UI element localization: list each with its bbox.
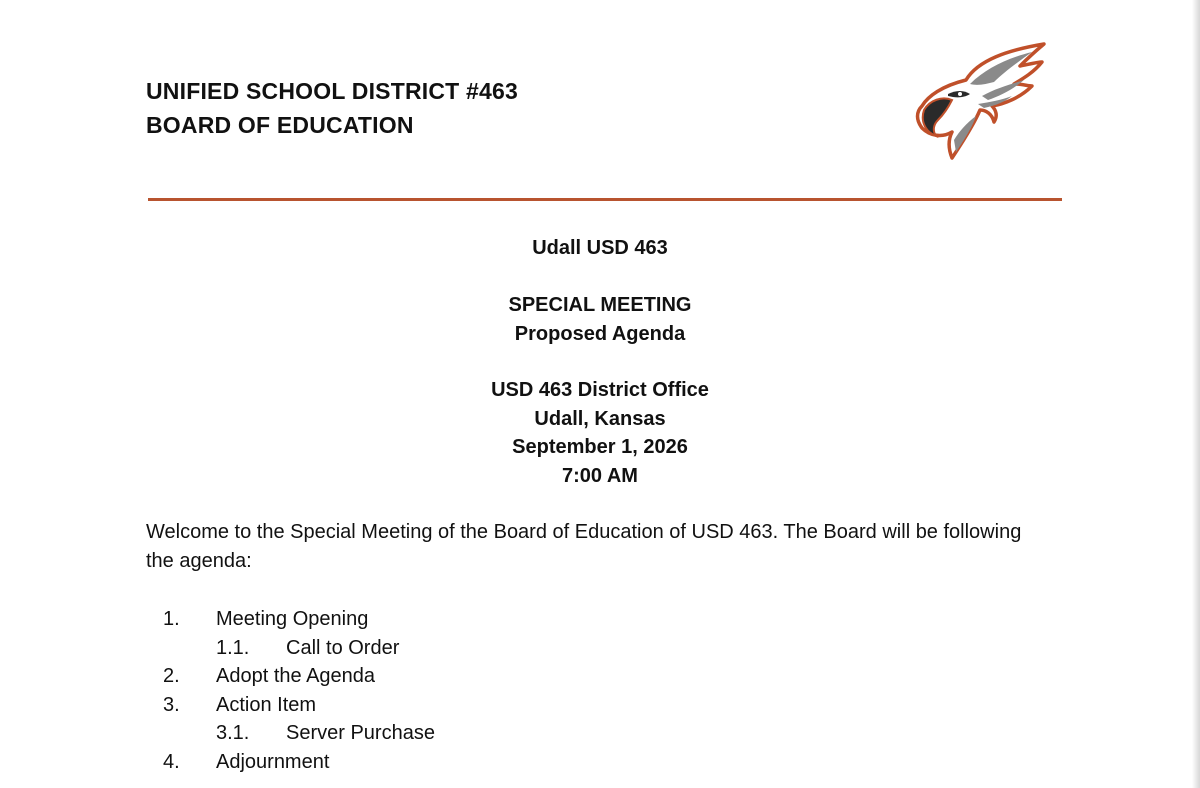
meeting-subtitle: Proposed Agenda [514, 322, 686, 345]
meeting-location: USD 463 District Office [491, 379, 709, 401]
meeting-organization: Udall USD 463 [532, 237, 668, 259]
meeting-city: Udall, Kansas [534, 407, 666, 430]
meeting-title-block [300, 291, 900, 348]
agenda-item-label: Server Purchase [286, 722, 435, 744]
meeting-details-block [300, 376, 900, 490]
meeting-time: 7:00 AM [562, 464, 638, 487]
intro-paragraph: Welcome to the Special Meeting of the Board of Education of USD 463. The Board will be following the agenda: [146, 521, 1022, 572]
eagle-logo-icon [908, 40, 1050, 164]
agenda-item-number: 4. [163, 750, 180, 773]
agenda-item-number: 2. [163, 665, 180, 687]
header-divider [148, 198, 1062, 201]
agenda-item-label: Action Item [216, 693, 317, 716]
agenda-item-number: 1. [163, 608, 180, 630]
district-header [146, 74, 518, 142]
agenda-item-number: 3. [163, 693, 180, 716]
agenda-item-label: Call to Order [286, 636, 400, 659]
meeting-type: SPECIAL MEETING [508, 294, 692, 316]
board-name: BOARD OF EDUCATION [146, 112, 414, 138]
scan-edge-shadow [1192, 0, 1200, 788]
agenda-item-number: 1.1. [216, 636, 250, 659]
meeting-date: September 1, 2026 [512, 436, 688, 458]
agenda-item-label: Adopt the Agenda [216, 665, 376, 687]
agenda-item-label: Adjournment [216, 750, 330, 773]
meeting-organization-block [300, 234, 900, 263]
agenda-item-number: 3.1. [216, 722, 250, 744]
agenda-item-label: Meeting Opening [216, 608, 369, 630]
district-name: UNIFIED SCHOOL DISTRICT #463 [146, 78, 518, 104]
